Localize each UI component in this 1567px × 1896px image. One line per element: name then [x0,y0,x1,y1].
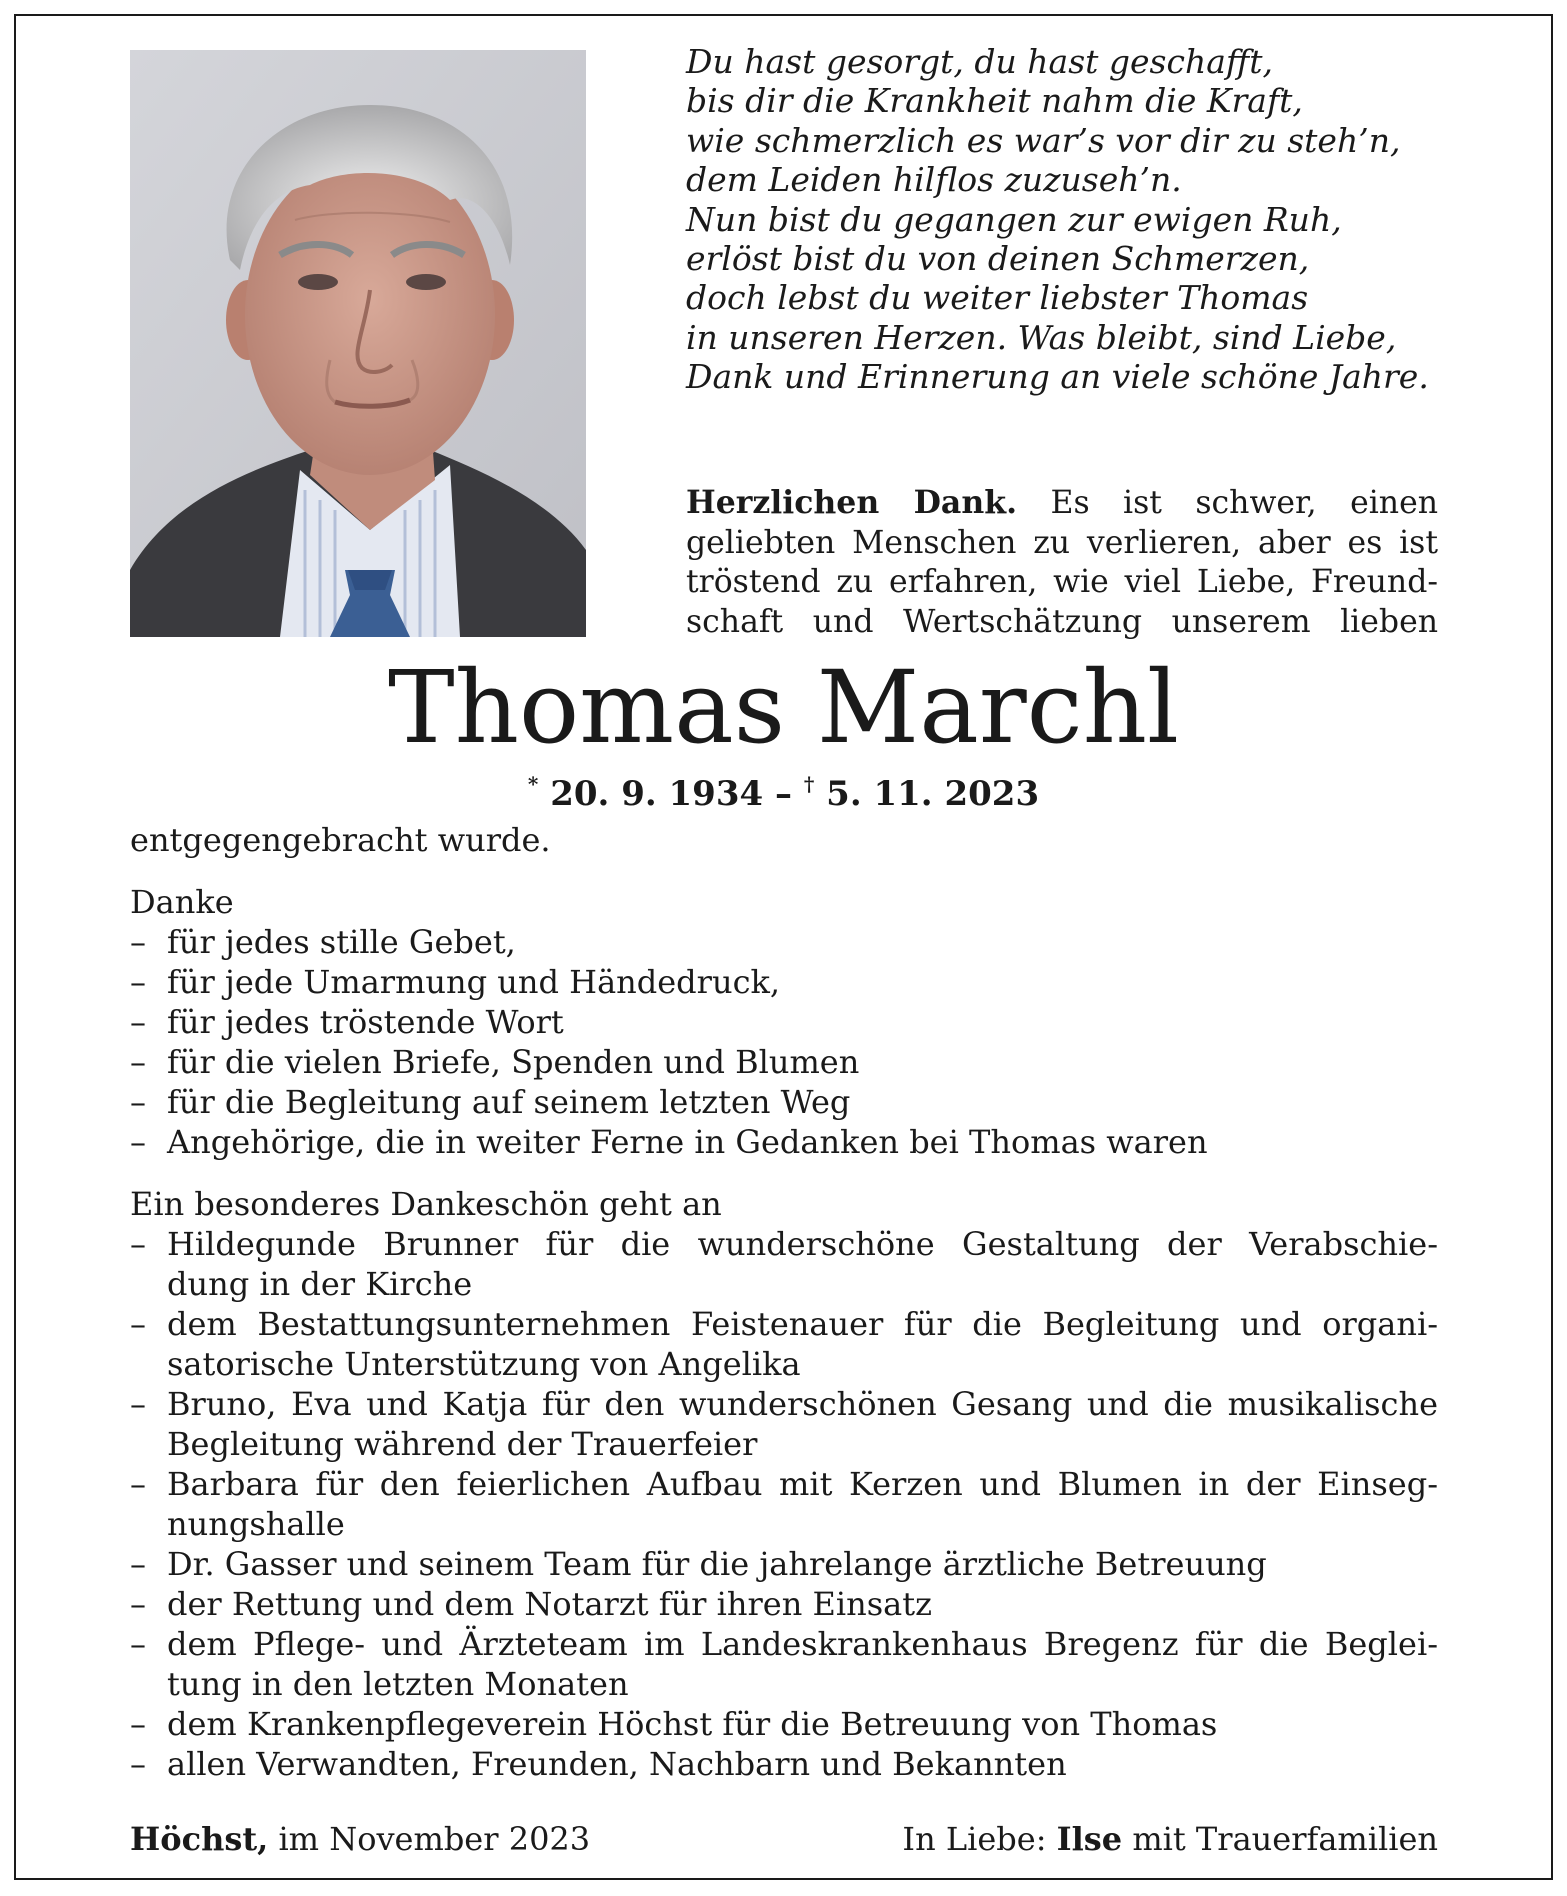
special-heading: Ein besonderes Dankeschön geht an [130,1185,722,1223]
list-dash: – [130,1545,146,1583]
special-item [130,1384,1438,1464]
special-item [130,1744,1438,1784]
list-dash: – [130,963,146,1001]
list-item-text: für jedes tröstende Wort [167,1003,564,1041]
list-item-text: nungshalle [167,1505,345,1543]
list-item-text: für die Begleitung auf seinem letzten Weg [167,1083,851,1121]
poem-line: erlöst bist du von deinen Schmerzen, [686,238,1310,278]
list-item-text: Bruno, Eva und Katja für den wunderschönen Gesang und die musikalische [167,1385,1438,1423]
danke-item [130,922,1438,962]
thanks-intro [686,483,1438,642]
list-item-text: Barbara für den feierlichen Aufbau mit Kerzen und Blumen in der Einseg- [167,1465,1438,1503]
death-date: 5. 11. 2023 [826,774,1040,814]
poem-line: Dank und Erinnerung an viele schöne Jahre. [686,357,1429,397]
poem-line: wie schmerzlich es war’s vor dir zu steh’n, [686,120,1401,160]
poem-line: dem Leiden hilflos zuzuseh’n. [686,160,1182,200]
list-dash: – [130,1305,146,1343]
list-item-text: für jede Umarmung und Händedruck, [167,963,781,1001]
thanks-line: schaft und Wertschätzung unserem lieben [686,603,1438,640]
poem-line: bis dir die Krankheit nahm die Kraft, [686,81,1303,121]
danke-item [130,1122,1438,1162]
special-list [130,1224,1438,1784]
birth-date: 20. 9. 1934 [550,774,764,814]
thanks-bold: Herzlichen Dank. [686,484,1018,521]
danke-item [130,1002,1438,1042]
place: Höchst, [130,1820,269,1858]
portrait-illustration [130,50,586,637]
special-item [130,1544,1438,1584]
date: im November 2023 [278,1820,591,1858]
thanks-body [130,820,1438,1784]
special-item [130,1304,1438,1384]
birth-symbol: * [527,772,539,796]
poem-line: in unseren Herzen. Was bleibt, sind Liebe, [686,317,1397,357]
list-dash: – [130,1003,146,1041]
list-item-text: dung in der Kirche [167,1265,473,1303]
portrait-photo [130,50,586,637]
list-dash: – [130,1043,146,1081]
list-dash: – [130,1385,146,1423]
poem-line: Du hast gesorgt, du hast geschafft, [686,42,1274,81]
special-item [130,1624,1438,1704]
list-dash: – [130,1123,146,1161]
list-dash: – [130,1225,146,1263]
thanks-line: Herzlichen Dank. Es ist schwer, einen [686,484,1439,521]
list-dash: – [130,1745,146,1783]
list-dash: – [130,1083,146,1121]
list-dash: – [130,1625,146,1663]
list-item-text: allen Verwandten, Freunden, Nachbarn und Bekannten [167,1745,1067,1783]
deceased-name: Thomas Marchl [387,649,1180,766]
signature-name: Ilse [1056,1820,1123,1858]
date-separator: – [775,774,792,814]
list-dash: – [130,1705,146,1743]
list-item-text: Hildegunde Brunner für die wunderschöne Gestaltung der Verabschie- [167,1225,1438,1263]
thanks-line: tröstend zu erfahren, wie viel Liebe, Freund- [686,564,1438,600]
list-dash: – [130,1465,146,1503]
poem-line: Nun bist du gegangen zur ewigen Ruh, [686,199,1342,239]
thanks-line: geliebten Menschen zu verlieren, aber es ist [686,524,1438,561]
special-item [130,1224,1438,1304]
list-item-text: dem Bestattungsunternehmen Feistenauer für die Begleitung und organi- [167,1305,1438,1343]
list-item-text: Angehörige, die in weiter Ferne in Gedanken bei Thomas waren [167,1123,1208,1161]
list-item-text: dem Krankenpflegeverein Höchst für die Betreuung von Thomas [167,1705,1218,1743]
list-dash: – [130,1585,146,1623]
list-item-text: dem Pflege- und Ärzteteam im Landeskrankenhaus Bregenz für die Beglei- [167,1625,1438,1663]
danke-heading: Danke [130,883,234,921]
signature-footer [130,1819,1438,1863]
signature [902,1819,1438,1859]
continuation-text: entgegengebracht wurde. [130,821,551,859]
memorial-poem [686,42,1446,397]
list-item-text: satorische Unterstützung von Angelika [167,1345,801,1383]
danke-item [130,1042,1438,1082]
special-item [130,1704,1438,1744]
list-item-text: der Rettung und dem Notarzt für ihren Einsatz [167,1585,932,1623]
danke-item [130,1082,1438,1122]
death-symbol: † [803,772,815,796]
list-item-text: tung in den letzten Monaten [167,1665,629,1703]
danke-item [130,962,1438,1002]
list-item-text: Begleitung während der Trauerfeier [167,1425,758,1463]
poem-line: doch lebst du weiter liebster Thomas [686,278,1309,318]
special-item [130,1584,1438,1624]
signature-suffix: mit Trauerfamilien [1132,1820,1438,1858]
life-dates [0,762,1567,816]
place-date [130,1819,590,1859]
danke-list [130,922,1438,1162]
list-item-text: für die vielen Briefe, Spenden und Blumen [167,1043,860,1081]
signature-prefix: In Liebe: [902,1820,1047,1858]
list-dash: – [130,923,146,961]
special-item [130,1464,1438,1544]
list-item-text: Dr. Gasser und seinem Team für die jahrelange ärztliche Betreuung [167,1545,1267,1583]
list-item-text: für jedes stille Gebet, [167,923,516,961]
